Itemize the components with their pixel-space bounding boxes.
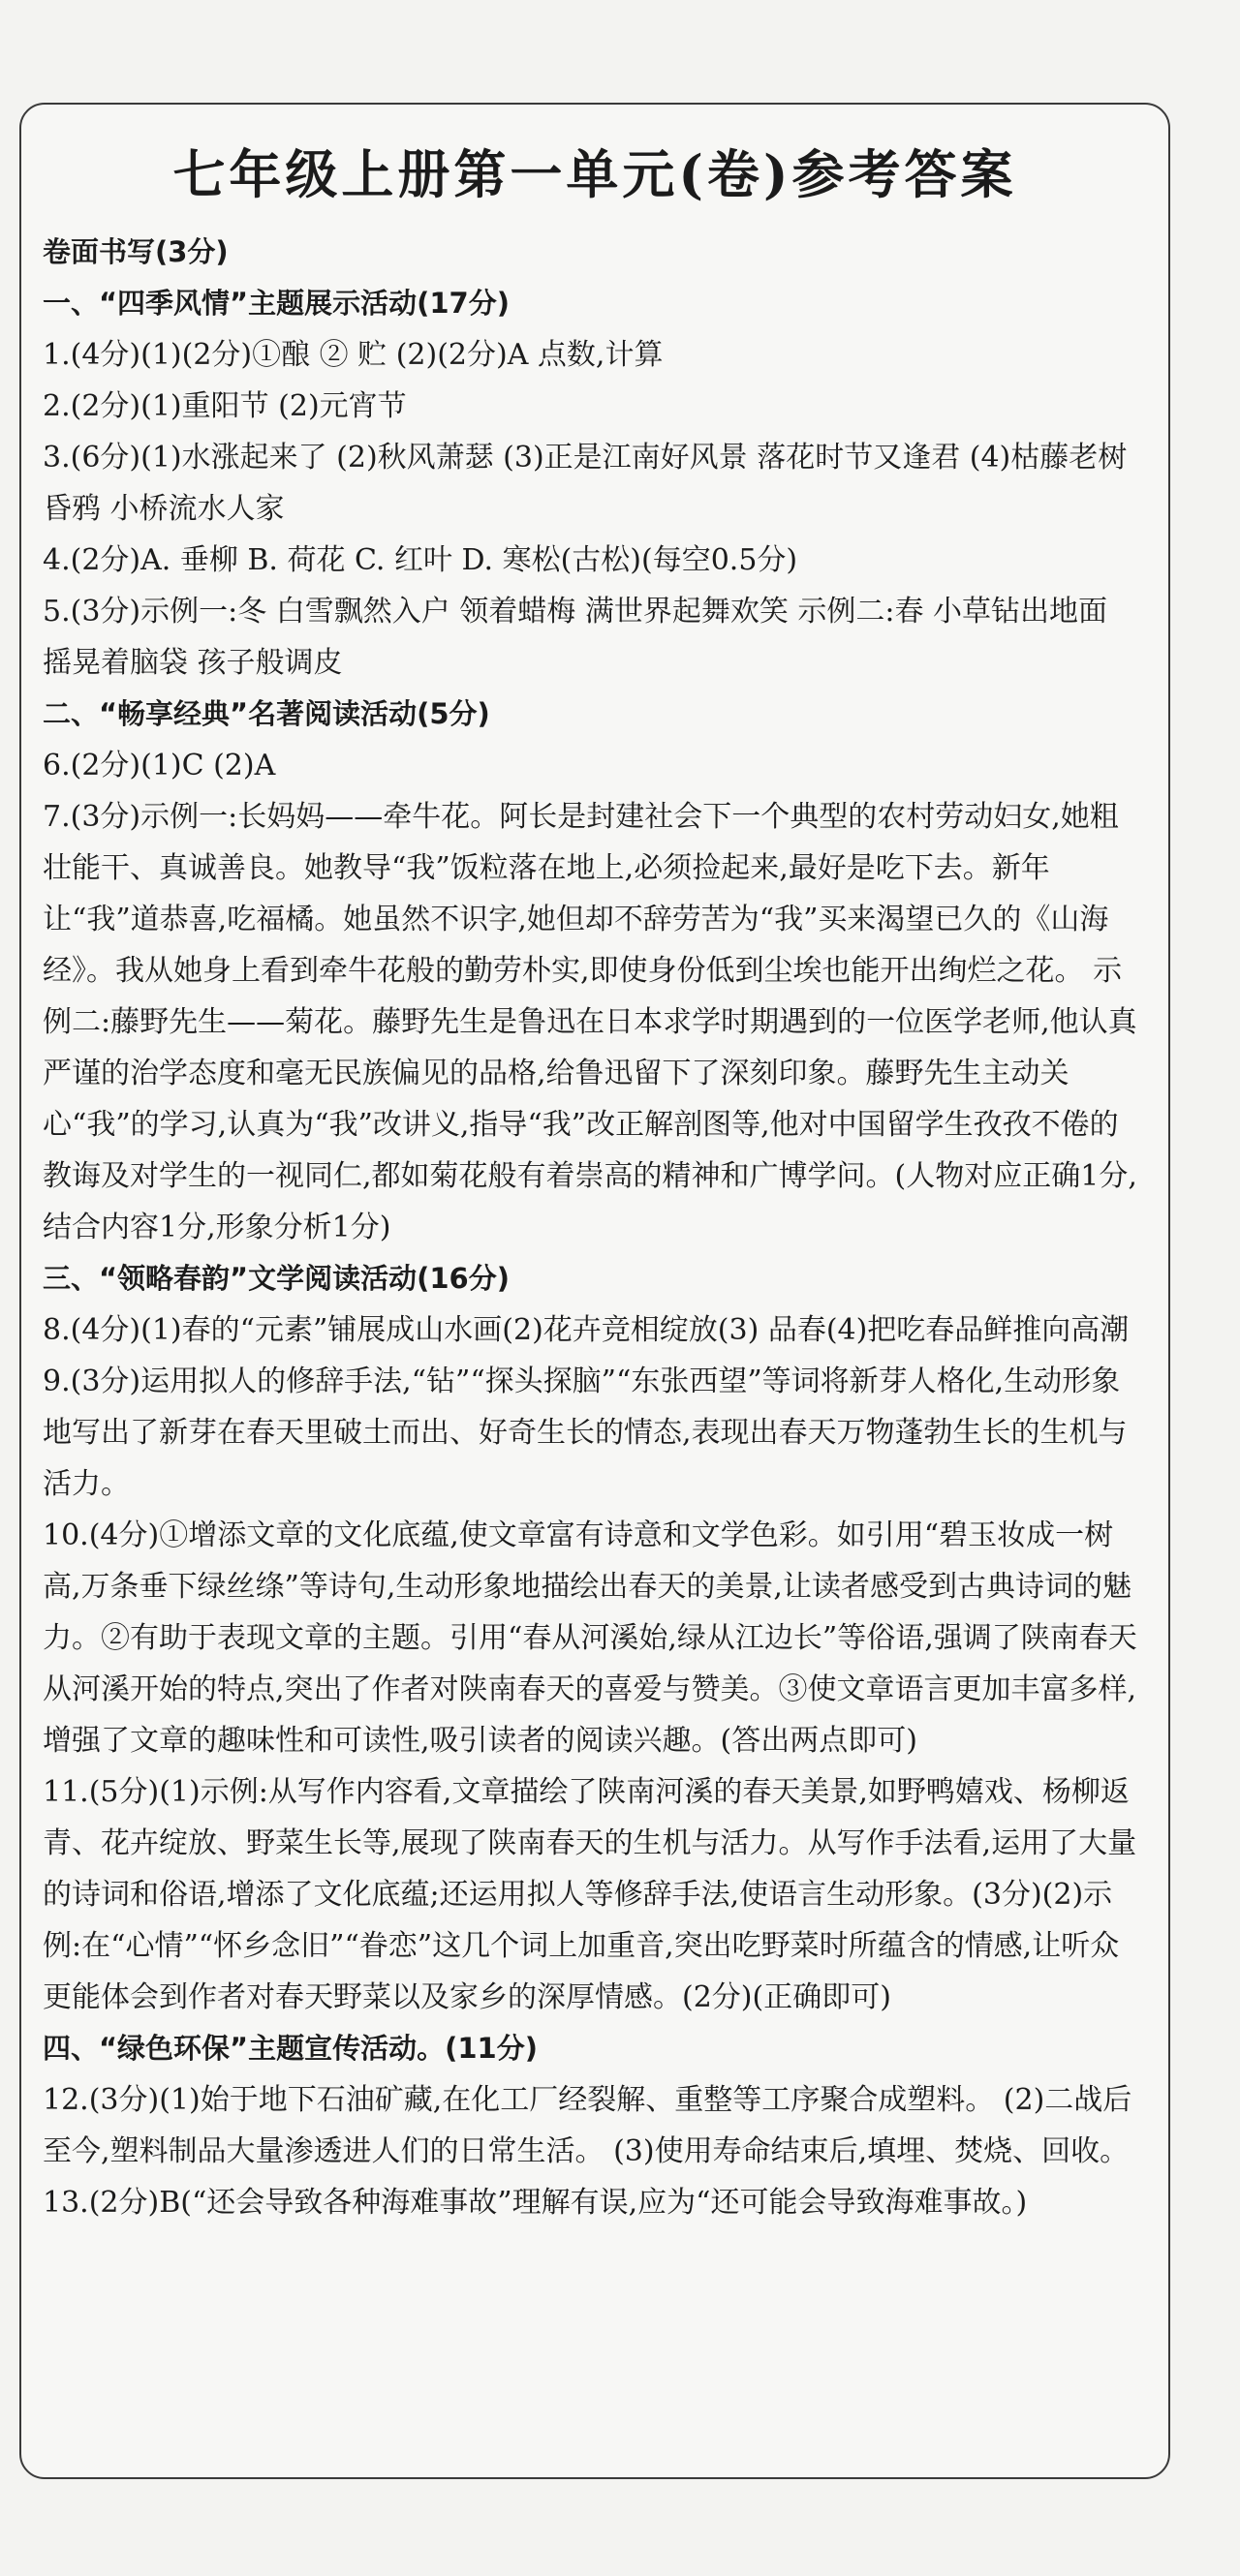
- answer-2: 2.(2分)(1)重阳节 (2)元宵节: [43, 389, 407, 423]
- answer-11: 11.(5分)(1)示例:从写作内容看,文章描绘了陕南河溪的春天美景,如野鸭嬉戏、杨柳返青、花卉绽放、野菜生长等,展现了陕南春天的生机与活力。从写作手法看,运用了大量的诗词和俗语,增添了文化底蕴;还运用拟人等修辞手法,使语言生动形象。(3分)(2)示例:在“心情”“怀乡念旧”“眷恋”这几个词上加重音,突出吃野菜时所蕴含的情感,让听众更能体会到作者对春天野菜以及家乡的深厚情感。(2分)(正确即可): [43, 1775, 1137, 2014]
- page-title: 七年级上册第一单元(卷)参考答案: [172, 143, 1017, 205]
- answer-sheet: [19, 103, 1170, 2479]
- answer-13: 13.(2分)B(“还会导致各种海难事故”理解有误,应为“还可能会导致海难事故。): [43, 2186, 1028, 2220]
- handwriting-score: 卷面书写(3分): [43, 235, 229, 268]
- answer-4: 4.(2分)A. 垂柳 B. 荷花 C. 红叶 D. 寒松(古松)(每空0.5分): [43, 543, 798, 577]
- answer-3: 3.(6分)(1)水涨起来了 (2)秋风萧瑟 (3)正是江南好风景 落花时节又逢君 (4)枯藤老树昏鸦 小桥流水人家: [43, 441, 1128, 526]
- answer-1: 1.(4分)(1)(2分)①酿 ② 贮 (2)(2分)A 点数,计算: [43, 338, 664, 372]
- section-3-heading: 三、“领略春韵”文学阅读活动(16分): [43, 1262, 510, 1295]
- answer-6: 6.(2分)(1)C (2)A: [43, 749, 276, 782]
- answer-9: 9.(3分)运用拟人的修辞手法,“钻”“探头探脑”“东张西望”等词将新芽人格化,生动形象地写出了新芽在春天里破土而出、好奇生长的情态,表现出春天万物蓬勃生长的生机与活力。: [43, 1365, 1128, 1501]
- answer-8: 8.(4分)(1)春的“元素”铺展成山水画(2)花卉竞相绽放(3) 品春(4)把吃春品鲜推向高潮: [43, 1313, 1130, 1347]
- answer-5: 5.(3分)示例一:冬 白雪飘然入户 领着蜡梅 满世界起舞欢笑 示例二:春 小草钻出地面 摇晃着脑袋 孩子般调皮: [43, 595, 1108, 680]
- section-1-heading: 一、“四季风情”主题展示活动(17分): [43, 287, 510, 320]
- answer-12: 12.(3分)(1)始于地下石油矿藏,在化工厂经裂解、重整等工序聚合成塑料。 (2)二战后至今,塑料制品大量渗透进人们的日常生活。 (3)使用寿命结束后,填埋、焚烧、回收。: [43, 2083, 1132, 2168]
- answer-content: [43, 227, 1143, 2228]
- answer-7: 7.(3分)示例一:长妈妈——牵牛花。阿长是封建社会下一个典型的农村劳动妇女,她粗壮能干、真诚善良。她教导“我”饭粒落在地上,必须捡起来,最好是吃下去。新年让“我”道恭喜,吃福橘。她虽然不识字,她但却不辞劳苦为“我”买来渴望已久的《山海经》。我从她身上看到牵牛花般的勤劳朴实,即使身份低到尘埃也能开出绚烂之花。 示例二:藤野先生——菊花。藤野先生是鲁迅在日本求学时期遇到的一位医学老师,他认真严谨的治学态度和毫无民族偏见的品格,给鲁迅留下了深刻印象。藤野先生主动关心“我”的学习,认真为“我”改讲义,指导“我”改正解剖图等,他对中国留学生孜孜不倦的教诲及对学生的一视同仁,都如菊花般有着崇高的精神和广博学问。(人物对应正确1分,结合内容1分,形象分析1分): [43, 800, 1137, 1244]
- section-4-heading: 四、“绿色环保”主题宣传活动。(11分): [43, 2032, 538, 2065]
- section-2-heading: 二、“畅享经典”名著阅读活动(5分): [43, 697, 490, 730]
- answer-10: 10.(4分)①增添文章的文化底蕴,使文章富有诗意和文学色彩。如引用“碧玉妆成一树高,万条垂下绿丝绦”等诗句,生动形象地描绘出春天的美景,让读者感受到古典诗词的魅力。②有助于表现文章的主题。引用“春从河溪始,绿从江边长”等俗语,强调了陕南春天从河溪开始的特点,突出了作者对陕南春天的喜爱与赞美。③使文章语言更加丰富多样,增强了文章的趣味性和可读性,吸引读者的阅读兴趣。(答出两点即可): [43, 1518, 1137, 1758]
